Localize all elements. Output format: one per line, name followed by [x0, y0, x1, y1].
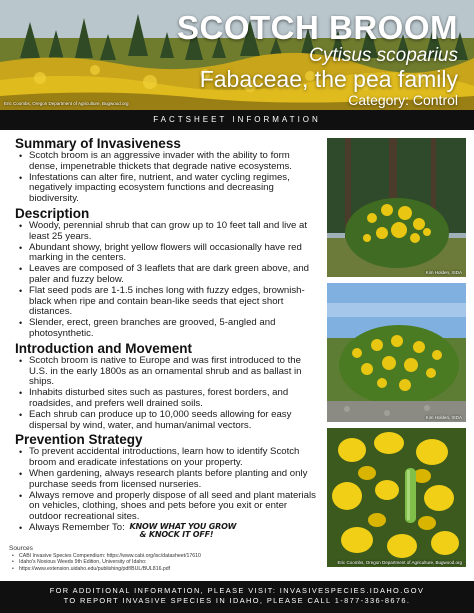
source-item[interactable]: • https://www.extension.uidaho.edu/publishing/pdf/BUL/BUL816.pdf: [19, 566, 339, 572]
photo-credit: Eric Coombs, Oregon Department of Agriculture, Bugwood.org: [337, 560, 462, 565]
list-item: • When gardening, always research plants before planting and only purchase seeds from licensed nurseries.: [29, 469, 320, 491]
sources-list: [9, 553, 339, 572]
description-heading: Description: [15, 205, 90, 221]
summary-heading: Summary of Invasiveness: [15, 136, 181, 151]
introduction-heading: Introduction and Movement: [15, 340, 192, 356]
footer: [0, 581, 474, 613]
category-label: Category: Control: [348, 92, 458, 108]
roadside-shrub-image: [327, 283, 466, 422]
photo-credit: Kim Holden, ISDA: [425, 415, 462, 420]
list-item: • Flat seed pods are 1-1.5 inches long with fuzzy edges, brownish-black when ripe and contain bean-like seeds that eject short distances.: [29, 286, 320, 318]
description-list: [15, 221, 320, 340]
main-content: [15, 136, 320, 540]
list-item-remember: [29, 523, 320, 539]
factsheet-bar: FACTSHEET INFORMATION: [0, 110, 474, 130]
list-item: • Abundant showy, bright yellow flowers will occasionally have red marking in the centers.: [29, 243, 320, 265]
source-item: • Idaho's Noxious Weeds 9th Edition, University of Idaho:: [19, 559, 339, 565]
photo-credit: Kim Holden, ISDA: [425, 270, 462, 275]
remember-label: Always Remember To:: [29, 521, 125, 533]
list-item: • Scotch broom is an aggressive invader with the ability to form dense, impenetrable thickets that degrade native ecosystems.: [29, 151, 320, 173]
list-item: • Each shrub can produce up to 10,000 seeds allowing for easy dispersal by wind, water, and human/animal vectors.: [29, 410, 320, 432]
flowers-closeup-image: [327, 428, 466, 567]
summary-list: [15, 151, 320, 205]
sources-heading: Sources: [9, 545, 33, 552]
slogan-line-2: & KNOCK IT OFF!: [139, 529, 214, 539]
list-item: • Scotch broom is native to Europe and was first introduced to the U.S. in the early 1800s as an ornamental shrub and as ballast in ships.: [29, 356, 320, 388]
scientific-name: Cytisus scoparius: [309, 45, 458, 66]
list-item: • Leaves are composed of 3 leaflets that are dark green above, and paler and fuzzy below.: [29, 264, 320, 286]
footer-report-line[interactable]: TO REPORT INVASIVE SPECIES IN IDAHO, PLEASE CALL 1-877-336-8676.: [63, 596, 411, 605]
footer-info-line[interactable]: FOR ADDITIONAL INFORMATION, PLEASE VISIT: INVASIVESPECIES.IDAHO.GOV: [49, 586, 425, 595]
hero-banner: [0, 0, 474, 110]
remember-slogan: [129, 523, 236, 539]
plant-family: Fabaceae, the pea family: [199, 66, 458, 92]
list-item: • Always remove and properly dispose of all seed and plant materials on vehicles, clothing, shoes and pets before you exit or enter outdoor recreational sites.: [29, 491, 320, 523]
list-item: • Slender, erect, green branches are grooved, 5-angled and photosynthetic.: [29, 318, 320, 340]
sources-block: [9, 545, 339, 572]
hero-photo-credit: Eric Coombs, Oregon Department of Agriculture, Bugwood.org: [4, 101, 129, 106]
prevention-heading: Prevention Strategy: [15, 432, 143, 448]
photo-roadside-shrub: [327, 283, 466, 422]
list-item: • Woody, perennial shrub that can grow up to 10 feet tall and live at least 25 years.: [29, 221, 320, 243]
page-title: SCOTCH BROOM: [177, 9, 458, 46]
list-item: • Inhabits disturbed sites such as pastures, forest borders, and roadsides, and prefers well drained soils.: [29, 388, 320, 410]
photo-flowers-closeup: [327, 428, 466, 567]
hero-title-block: [177, 10, 458, 108]
prevention-list: [15, 447, 320, 539]
photo-shrub-forest: [327, 138, 466, 277]
slogan-line-1: KNOW WHAT YOU GROW: [129, 521, 237, 531]
list-item: • To prevent accidental introductions, learn how to identify Scotch broom and eradicate infestations on your property.: [29, 447, 320, 469]
source-item[interactable]: • CABI Invasive Species Compendium: https://www.cabi.org/isc/datasheet/17610: [19, 553, 339, 559]
list-item: • Infestations can alter fire, nutrient, and water cycling regimes, negatively impacting ecosystem functions and decreasing biodiversity.: [29, 173, 320, 205]
shrub-forest-image: [327, 138, 466, 277]
introduction-list: [15, 356, 320, 432]
